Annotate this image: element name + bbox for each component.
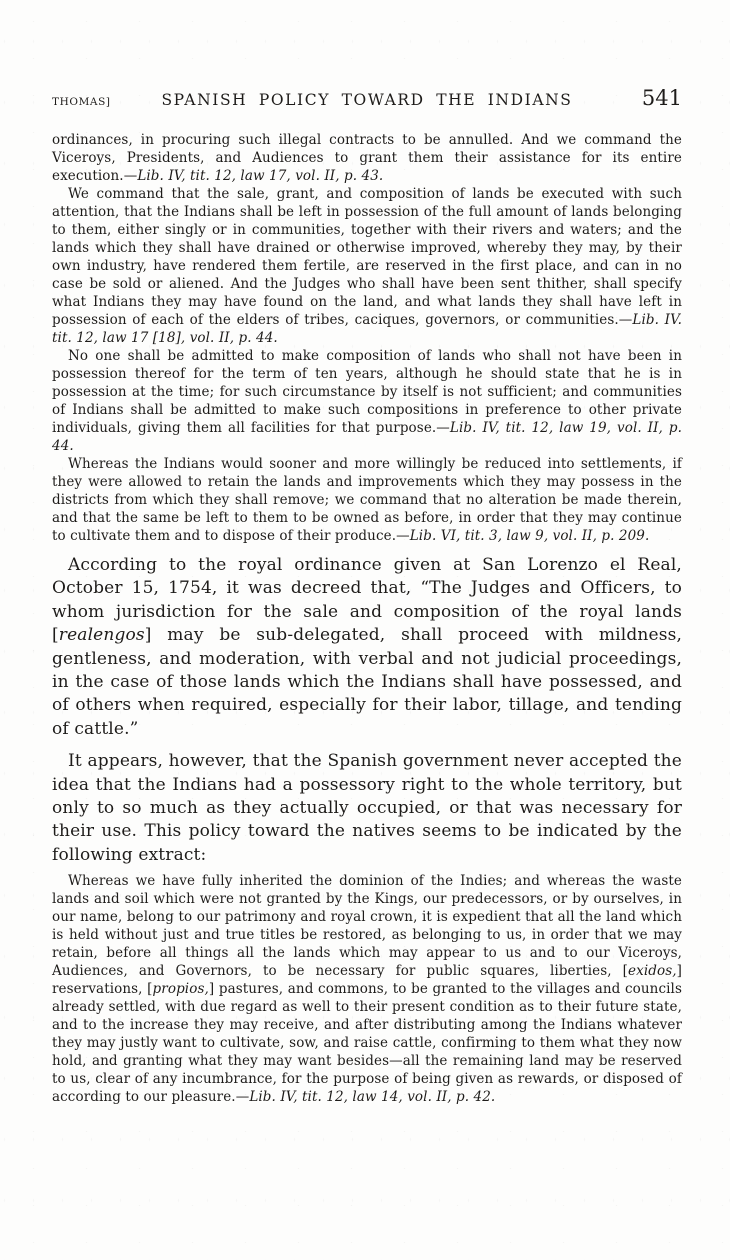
italic-segment: exidos, <box>628 963 677 980</box>
italic-segment: Lib. IV, tit. 12, law 19, vol. II, p. 44. <box>52 420 682 454</box>
text-segment: No one shall be admitted to make composition of lands who shall not have been in possession thereof for the term of ten years, although he should state that he is in possession at the time; for such circumstance by itself is not sufficient; and communities of Indians shall be admitted to make such compositions in preference to other private individuals, giving them all facilities for that purpose.— <box>52 348 682 436</box>
text-segment: It appears, however, that the Spanish government never accepted the idea that the Indians had a possessory right to the whole territory, but only to so much as they actually occupied, or that was necessary for their use. This policy toward the natives seems to be indicated by the following extract: <box>52 751 682 865</box>
text-segment: ] may be sub-delegated, shall proceed with mildness, gentleness, and moderation, with verbal and not judicial proceedings, in the case of those lands which the Indians shall have possessed, and of others when required, especially for their labor, tillage, and tending of cattle.” <box>52 625 682 739</box>
text-segment: Whereas the Indians would sooner and more willingly be reduced into settlements, if they were allowed to retain the lands and improvements which they may possess in the districts from which they shall remove; we command that no alteration be made therein, and that the same be left to them to be owned as before, in order that they may continue to cultivate them and to dispose of their produce.— <box>52 456 682 544</box>
italic-segment: realengos <box>58 625 145 646</box>
paragraph-3 <box>52 347 682 455</box>
paragraph-6 <box>52 750 682 867</box>
paragraph-5 <box>52 554 682 741</box>
italic-segment: propios, <box>152 981 209 998</box>
paragraph-7 <box>52 872 682 1106</box>
text-segment: ] reservations, [ <box>52 963 682 998</box>
paragraph-2 <box>52 185 682 347</box>
text-segment: We command that the sale, grant, and composition of lands be executed with such attention, that the Indians shall be left in possession of the full amount of lands belonging to them, either singly or in communities, together with their rivers and waters; and the lands which they shall have drained or otherwise improved, whereby they may, by their own industry, have rendered them fertile, are reserved in the first place, and can in no case be sold or aliened. And the Judges who shall have been sent thither, shall specify what Indians they may have found on the land, and what lands they shall have left in possession of each of the elders of tribes, caciques, governors, or communities.— <box>52 186 682 328</box>
text-segment: ordinances, in procuring such illegal contracts to be annulled. And we command the Viceroys, Presidents, and Audiences to grant them their assistance for its entire execution.— <box>52 132 682 184</box>
page-title: SPANISH POLICY TOWARD THE INDIANS <box>161 91 573 109</box>
page-body <box>52 131 682 1106</box>
author-tag: THOMAS] <box>52 96 111 108</box>
paragraph-1 <box>52 131 682 185</box>
paragraph-4 <box>52 455 682 545</box>
italic-segment: Lib. IV, tit. 12, law 17, vol. II, p. 43. <box>137 168 384 184</box>
italic-segment: Lib. VI, tit. 3, law 9, vol. II, p. 209. <box>409 528 650 544</box>
page-number: 541 <box>641 86 682 110</box>
text-segment: Whereas we have fully inherited the dominion of the Indies; and whereas the waste lands and soil which were not granted by the Kings, our predecessors, or by ourselves, in our name, belong to our patrimony and royal crown, it is expedient that all the land which is held without just and true titles be restored, as belonging to us, in order that we may retain, before all things all the lands which may appear to us and to our Viceroys, Audiences, and Governors, to be necessary for public squares, liberties, [ <box>52 873 682 980</box>
running-head <box>52 86 682 110</box>
italic-segment: Lib. IV, tit. 12, law 14, vol. II, p. 42. <box>249 1089 496 1106</box>
text-segment: ] pastures, and commons, to be granted to the villages and councils already settled, with due regard as well to their present condition as to their future state, and to the increase they may receive, and after distributing among the Indians whatever they may justly want to cultivate, sow, and raise cattle, confirming to them what they now hold, and granting what they may want besides—all the remaining land may be reserved to us, clear of any incumbrance, for the purpose of being given as rewards, or disposed of according to our pleasure.— <box>52 981 682 1106</box>
text-segment: According to the royal ordinance given at San Lorenzo el Real, October 15, 1754, it was decreed that, “The Judges and Officers, to whom jurisdiction for the sale and composition of the royal lands [ <box>52 555 682 646</box>
italic-segment: Lib. IV. tit. 12, law 17 [18], vol. II, p. 44. <box>52 312 682 346</box>
